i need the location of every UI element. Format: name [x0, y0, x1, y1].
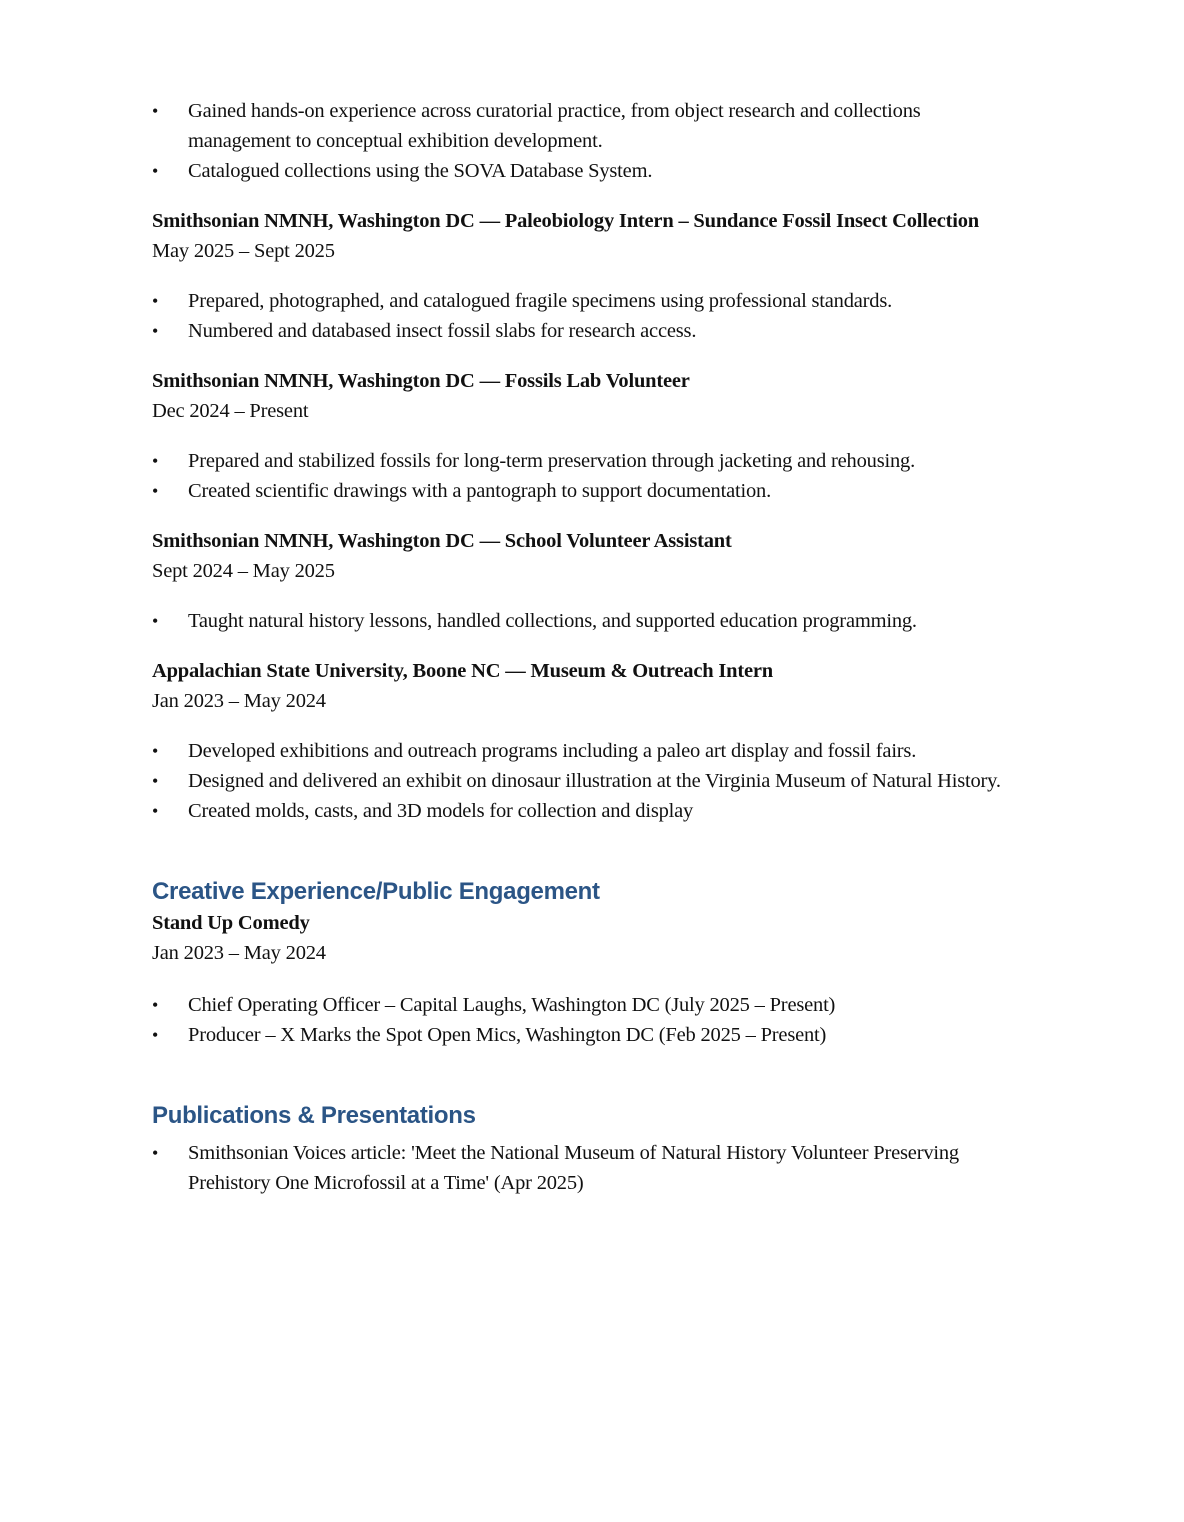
- role-title: Smithsonian NMNH, Washington DC — Paleobiology Intern – Sundance Fossil Insect Collection: [152, 210, 979, 232]
- role-dates: Sept 2024 – May 2025: [152, 560, 335, 582]
- role-dates: Jan 2023 – May 2024: [152, 690, 326, 712]
- bullet-item: • Developed exhibitions and outreach programs including a paleo art display and fossil fairs.: [152, 736, 1002, 766]
- bullet-icon: •: [152, 101, 159, 121]
- bullet-item: • Designed and delivered an exhibit on dinosaur illustration at the Virginia Museum of Natural History.: [152, 766, 1002, 796]
- role-title: Smithsonian NMNH, Washington DC — School Volunteer Assistant: [152, 530, 732, 552]
- bullet-list: [152, 446, 1002, 506]
- bullet-icon: •: [152, 321, 159, 341]
- resume-page: [152, 96, 1002, 1198]
- bullet-item: • Chief Operating Officer – Capital Laughs, Washington DC (July 2025 – Present): [152, 990, 1002, 1020]
- bullet-icon: •: [152, 1143, 159, 1163]
- bullet-icon: •: [152, 801, 159, 821]
- bullet-item: • Catalogued collections using the SOVA Database System.: [152, 156, 1002, 186]
- experience-entry: [152, 656, 1002, 826]
- bullet-list: [152, 286, 1002, 346]
- section-heading: Publications & Presentations: [152, 1102, 476, 1129]
- role-title: Smithsonian NMNH, Washington DC — Fossils Lab Volunteer: [152, 370, 690, 392]
- bullet-item: • Producer – X Marks the Spot Open Mics, Washington DC (Feb 2025 – Present): [152, 1020, 1002, 1050]
- bullet-icon: •: [152, 771, 159, 791]
- bullet-item: • Numbered and databased insect fossil slabs for research access.: [152, 316, 1002, 346]
- bullet-list: [152, 606, 1002, 636]
- role-dates: May 2025 – Sept 2025: [152, 240, 335, 262]
- bullet-item: • Prepared and stabilized fossils for long-term preservation through jacketing and rehousing.: [152, 446, 1002, 476]
- bullet-item: • Created scientific drawings with a pantograph to support documentation.: [152, 476, 1002, 506]
- bullet-icon: •: [152, 291, 159, 311]
- bullet-list: [152, 1138, 1002, 1198]
- creative-section: [152, 876, 1002, 1050]
- role-dates: Jan 2023 – May 2024: [152, 942, 326, 964]
- bullet-icon: •: [152, 481, 159, 501]
- bullet-icon: •: [152, 995, 159, 1015]
- bullet-item: • Created molds, casts, and 3D models for collection and display: [152, 796, 1002, 826]
- bullet-icon: •: [152, 611, 159, 631]
- bullet-icon: •: [152, 161, 159, 181]
- bullet-item: • Prepared, photographed, and catalogued fragile specimens using professional standards.: [152, 286, 1002, 316]
- experience-entry: [152, 526, 1002, 636]
- experience-entry: [152, 206, 1002, 346]
- bullet-icon: •: [152, 1025, 159, 1045]
- bullet-item: • Gained hands-on experience across curatorial practice, from object research and collections management to conceptual exhibition development.: [152, 96, 1002, 156]
- bullet-list: [152, 990, 1002, 1050]
- role-title: Appalachian State University, Boone NC — Museum & Outreach Intern: [152, 660, 773, 682]
- section-heading: Creative Experience/Public Engagement: [152, 878, 600, 905]
- intro-bullet-list: [152, 96, 1002, 186]
- role-dates: Dec 2024 – Present: [152, 400, 309, 422]
- bullet-icon: •: [152, 451, 159, 471]
- bullet-icon: •: [152, 741, 159, 761]
- bullet-list: [152, 736, 1002, 826]
- role-title: Stand Up Comedy: [152, 912, 310, 934]
- bullet-item: • Smithsonian Voices article: 'Meet the National Museum of Natural History Volunteer Preserving Prehistory One Microfossil at a Time' (Apr 2025): [152, 1138, 1002, 1198]
- bullet-item: • Taught natural history lessons, handled collections, and supported education programming.: [152, 606, 1002, 636]
- experience-entry: [152, 366, 1002, 506]
- publications-section: [152, 1100, 1002, 1198]
